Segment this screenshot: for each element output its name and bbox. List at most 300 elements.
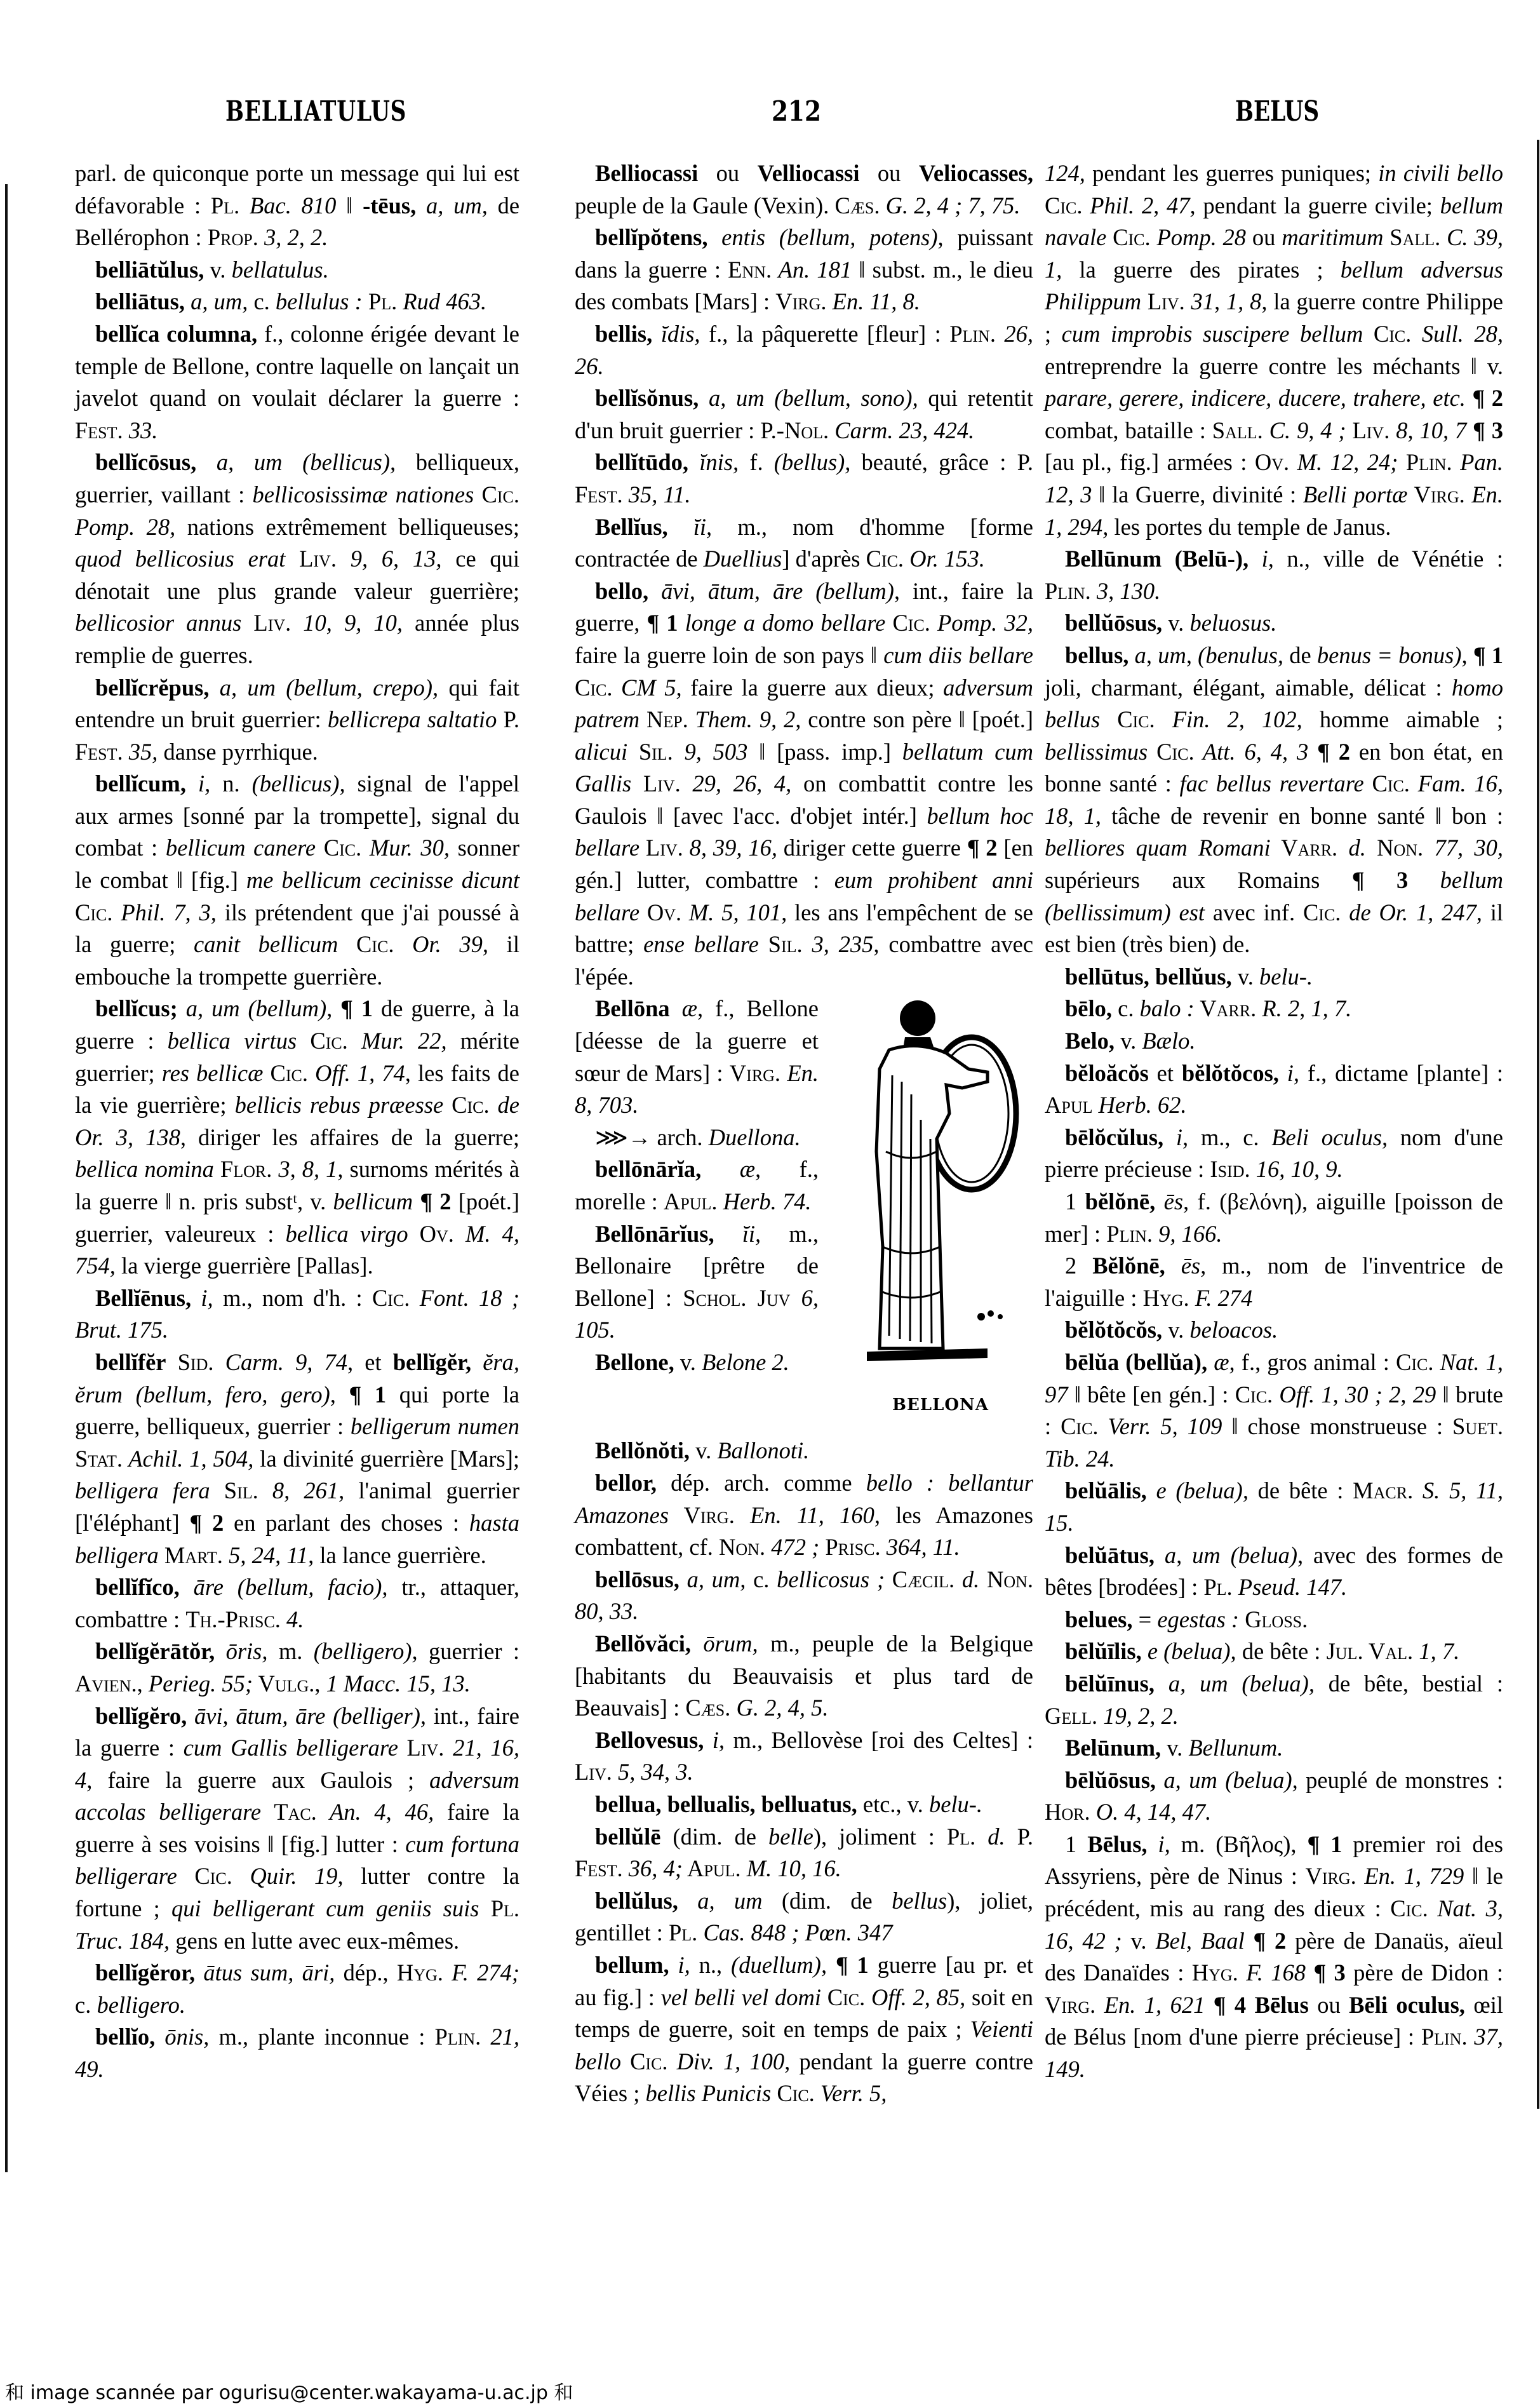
citation-author: Liv. — [1346, 417, 1390, 443]
citation-author: Pl. — [479, 1895, 519, 1922]
citation-author: Liv. — [639, 835, 683, 861]
figure-caption: BELLONA — [892, 1395, 989, 1415]
italic-text: bellum (bellissimum) est — [1045, 867, 1503, 925]
citation-author: Cic. — [1396, 1348, 1434, 1375]
dictionary-entry — [575, 158, 1033, 222]
citation-author: Liv. — [285, 546, 337, 572]
dictionary-entry — [1045, 1314, 1503, 1347]
italic-text: Pomp. 32, — [930, 610, 1034, 636]
italic-text: e (belua), — [1141, 1638, 1236, 1665]
italic-text: En. 11, 8. — [826, 288, 920, 315]
entry-text: ou — [698, 160, 758, 186]
citation-author: Jul. Val. — [1326, 1638, 1414, 1665]
headword: bellĭcus; — [95, 995, 178, 1022]
headword: Belo, — [1065, 1028, 1115, 1054]
headword: bēlo, — [1065, 995, 1113, 1022]
headword: bĕlŏtŏcŏs, — [1065, 1317, 1163, 1343]
headword: bellĭgĕrātŏr, — [95, 1638, 215, 1665]
italic-text: 124, — [1045, 160, 1085, 186]
citation-author: Gloss. — [1239, 1606, 1308, 1632]
entry-text: soit en temps de guerre, soit en temps de paix ; — [575, 1984, 1033, 2043]
headword: bellis, — [595, 320, 653, 347]
entry-text: supérieurs aux Romains — [1045, 867, 1352, 894]
entry-text: ‖ — [336, 192, 363, 218]
italic-text: Div. 1, 100, — [667, 2048, 791, 2074]
italic-text: bellus — [892, 1887, 947, 1914]
italic-text: En. 1, 729 — [1356, 1863, 1464, 1890]
entry-text: la guerre des pirates ; — [1062, 256, 1341, 283]
citation-author: Avien., — [75, 1670, 143, 1697]
dictionary-entry — [1045, 1764, 1503, 1829]
italic-text: parare, gerere, indicere, ducere, trahere, etc. — [1045, 385, 1466, 412]
dictionary-entry — [1045, 1347, 1503, 1475]
italic-text: M. 12, 24; — [1289, 449, 1398, 476]
italic-text: vel belli vel domi — [660, 1984, 821, 2010]
entry-text: ce qui dénotait une plus grande valeur guerrière; — [75, 546, 520, 604]
headword: bellŭlus, — [595, 1887, 678, 1914]
column-2-entries-after-figure — [575, 1435, 1033, 2109]
citation-author: Apul. — [682, 1855, 741, 1882]
headword: belliātus, — [95, 288, 185, 315]
entry-text: de Bellérophon : — [75, 192, 520, 251]
italic-text: bello : bellantur Amazones — [575, 1470, 1033, 1528]
entry-text: ¶ 2 — [189, 1509, 224, 1536]
dictionary-entry — [1045, 961, 1503, 993]
headword: bĕlŏnē, — [1085, 1188, 1156, 1214]
citation-author: Cic. — [443, 1092, 490, 1119]
entry-text: arch. — [657, 1124, 709, 1150]
headword: bellĭpŏtens, — [595, 224, 708, 251]
entry-text: diriger cette guerre — [777, 835, 967, 861]
dictionary-entry — [575, 1724, 1033, 1789]
headword: bellĭgĕro, — [95, 1702, 187, 1729]
dictionary-entry — [575, 575, 1033, 993]
citation-author: Cic. — [620, 2048, 668, 2074]
entry-text: les faits de la vie guerrière; — [75, 1059, 519, 1119]
entry-text: ‖ bête [en gén.] : — [1068, 1381, 1235, 1408]
entry-text: dép., — [335, 1959, 397, 1986]
entry-text — [239, 192, 250, 218]
italic-text: M. 10, 16. — [740, 1855, 841, 1882]
entry-text: signal de l'appel aux armes [sonné par la trompette], signal du combat : — [75, 770, 519, 861]
dictionary-entry — [575, 1467, 1033, 1564]
entry-text: combat, bataille : — [1045, 417, 1212, 443]
entry-text: v. — [1231, 963, 1259, 990]
dictionary-entry — [1045, 1058, 1503, 1122]
entry-text: année plus remplie de guerres. — [75, 610, 520, 668]
entry-text: ¶ 4 — [1205, 1991, 1255, 2018]
entry-text: [au pl., fig.] armées : — [1045, 449, 1255, 476]
italic-text: ĕra, ĕrum (bellum, fero, gero), — [75, 1348, 519, 1408]
italic-text: cum improbis suscipere bellum — [1061, 320, 1363, 347]
italic-text: An. 4, 46, — [316, 1799, 434, 1825]
dictionary-entry — [1045, 1186, 1503, 1250]
citation-author: Suet. — [1452, 1413, 1503, 1440]
entry-text: ¶ 1 — [827, 1951, 869, 1978]
italic-text: ēs, — [1165, 1253, 1207, 1279]
italic-text: 80, 33. — [575, 1598, 639, 1625]
headword: Bellŏnŏti, — [595, 1437, 690, 1464]
entry-text: contre son père ‖ [poét.] — [801, 706, 1034, 733]
italic-text: a, um (belua), — [1156, 1766, 1298, 1793]
italic-text: a, um (bellicus), — [196, 449, 396, 476]
italic-text: Duellona. — [708, 1124, 801, 1150]
dictionary-entry — [75, 1347, 519, 1571]
headword: bellĭcum, — [95, 770, 186, 797]
entry-text: ¶ 1 — [1307, 1831, 1342, 1857]
headword: Bellūnum (Belū-), — [1065, 546, 1249, 572]
italic-text: i, — [185, 770, 211, 797]
entry-text: ), joliment : — [813, 1823, 947, 1850]
headword: Velliocassi — [757, 160, 860, 186]
headword: bĕlŏtŏcos, — [1181, 1059, 1279, 1086]
entry-text: il est bien (très bien) de. — [1045, 899, 1503, 958]
italic-text: balo : — [1139, 995, 1195, 1022]
italic-text: Nat. 1, 97 — [1045, 1348, 1503, 1408]
dictionary-entry — [75, 286, 519, 318]
citation-author: Cic. — [1106, 224, 1151, 251]
entry-text: peuple de la Gaule (Vexin). — [575, 192, 835, 218]
entry-text: de — [1283, 642, 1317, 668]
entry-text: c. — [248, 288, 276, 315]
citation-author: Th.-Prisc. — [185, 1606, 281, 1632]
entry-text: etc., v. — [857, 1791, 929, 1817]
entry-text: v. — [1162, 1317, 1190, 1343]
italic-text: benus = bonus), — [1316, 642, 1468, 668]
italic-text: Belone 2. — [701, 1348, 789, 1375]
headword: bellĭcōsus, — [95, 449, 197, 476]
italic-text: cum diis bellare — [883, 642, 1033, 668]
italic-text: a, um (bellum, sono), — [699, 385, 918, 412]
citation-author: Plin. — [1106, 1220, 1153, 1247]
citation-author: Cic. — [372, 1284, 410, 1311]
italic-text: ĭi, — [667, 513, 713, 540]
italic-text: 29, 26, 4, — [680, 770, 792, 797]
dictionary-entry — [75, 254, 519, 286]
italic-text: 6, 105. — [575, 1284, 819, 1343]
bellona-engraving-icon — [841, 993, 1032, 1374]
italic-text: 5, 24, 11, — [222, 1542, 314, 1568]
citation-author: Apul. — [663, 1188, 718, 1214]
entry-text: ¶ 2 — [1244, 1927, 1287, 1954]
italic-text: 36, 4; — [622, 1855, 683, 1882]
entry-text: f., la pâquerette [fleur] : — [700, 320, 950, 347]
italic-text: bellicis rebus præesse — [234, 1092, 444, 1119]
headword: bĕloăcŏs — [1065, 1059, 1149, 1086]
entry-text: ⋙→ — [595, 1124, 657, 1150]
citation-author: Vulg., — [253, 1670, 321, 1697]
entry-text: (dim. de — [762, 1887, 892, 1914]
citation-author: Sil. — [210, 1477, 258, 1504]
italic-text: i, — [1163, 1124, 1189, 1150]
italic-text: belliores quam Romani — [1045, 835, 1271, 861]
citation-author: Plin. — [949, 320, 996, 347]
running-header — [0, 95, 1540, 133]
italic-text: belligera fera — [75, 1477, 210, 1504]
italic-text: belu-. — [1259, 963, 1313, 990]
italic-text: i, — [669, 1951, 690, 1978]
entry-text: ‖ chose monstrueuse : — [1222, 1413, 1453, 1440]
dictionary-entry — [1045, 640, 1503, 961]
entry-text: f., colonne érigée devant le temple de Bellone, contre laquelle on lançait un javelot quand on voulait déclarer la guerre : — [75, 320, 519, 412]
italic-text: En. 11, 160, — [734, 1502, 880, 1528]
italic-text: 8, 261, — [258, 1477, 345, 1504]
italic-text: Mur. 22, — [347, 1028, 447, 1054]
italic-text: 33. — [123, 417, 158, 443]
citation-author: Isid. — [1210, 1156, 1250, 1183]
entry-text: m. (Βῆλος), — [1170, 1831, 1308, 1857]
italic-text: hasta belligera — [75, 1509, 519, 1568]
entry-text: qui retentit d'un bruit guerrier : — [575, 385, 1034, 443]
dictionary-entry — [75, 1636, 519, 1700]
entry-text: avec inf. — [1205, 899, 1303, 925]
italic-text: 37, 149. — [1045, 2024, 1503, 2083]
dictionary-entry — [75, 1571, 519, 1636]
entry-text: surnoms mérités à la guerre ‖ n. pris substᵗ, v. — [75, 1156, 519, 1214]
italic-text: Pseud. 147. — [1232, 1574, 1348, 1601]
italic-text: Bellunum. — [1188, 1735, 1283, 1761]
citation-author: P.-Nol. — [760, 417, 829, 443]
italic-text: a, um (bellum, crepo), — [209, 674, 439, 701]
entry-text: [poét.] guerrier, valeureux : — [75, 1188, 519, 1247]
entry-text: tr., attaquer, combattre : — [75, 1574, 520, 1632]
citation-author: Apul — [1045, 1092, 1093, 1119]
italic-text: a, um, — [416, 192, 488, 218]
citation-author: Virg. — [1045, 1991, 1096, 2018]
entry-text: ] d'après — [782, 546, 866, 572]
entry-text: ¶ 3 — [1351, 867, 1409, 894]
entry-text: 1 — [1065, 1831, 1088, 1857]
italic-text: a, um (bellum), — [177, 995, 333, 1022]
entry-text: faire la guerre à ses voisins ‖ [fig.] lutter : — [75, 1799, 520, 1857]
entry-text: guerrier : — [417, 1638, 519, 1665]
entry-text: ils prétendent que j'ai poussé à la guerre; — [75, 899, 519, 958]
entry-text: m., nom d'homme [forme contractée de — [575, 513, 1033, 572]
italic-text: Bælo. — [1142, 1028, 1196, 1054]
citation-author: Tac. — [261, 1799, 317, 1825]
entry-text: qui fait entendre un bruit guerrier: — [75, 674, 520, 733]
citation-author: Cic. — [1148, 738, 1195, 765]
italic-text: Ballonoti. — [717, 1437, 810, 1464]
italic-text: bellica virtus — [167, 1028, 297, 1054]
italic-text: a, um (belua), — [1155, 1670, 1315, 1697]
dictionary-entry — [1045, 1732, 1503, 1764]
italic-text: 9, 166. — [1153, 1220, 1222, 1247]
entry-text: dép. arch. comme — [657, 1470, 866, 1496]
dictionary-entry — [575, 447, 1033, 511]
headword: bēlŭīlis, — [1065, 1638, 1142, 1665]
italic-text: M. 4, 754, — [75, 1220, 520, 1279]
citation-author: Cic. — [474, 481, 519, 507]
entry-text: belliqueux, guerrier, vaillant : — [75, 449, 519, 507]
italic-text: (bellus), — [773, 449, 851, 476]
headword: bellĭcrĕpus, — [95, 674, 210, 701]
citation-author: Pl. — [946, 1823, 976, 1850]
dictionary-entry — [575, 1789, 1033, 1821]
headword: bellŭlē — [595, 1823, 661, 1850]
italic-text: āre (bellum, facio), — [179, 1574, 388, 1601]
entry-text: ¶ 3 — [1466, 417, 1503, 443]
citation-author: Hyg. — [396, 1959, 443, 1986]
italic-text: i, — [704, 1726, 725, 1753]
italic-text: d. — [954, 1566, 980, 1592]
citation-author: Hor. — [1045, 1799, 1090, 1825]
entry-text: premier roi des Assyriens, père de Ninus : — [1045, 1831, 1503, 1890]
entry-text: f., dictame [plante] : — [1299, 1059, 1504, 1086]
italic-text: Nat. 3, 16, 42 ; — [1045, 1895, 1503, 1954]
entry-text: v. — [674, 1348, 702, 1375]
column-2 — [575, 158, 1033, 2110]
entry-text: ‖ brute : — [1045, 1381, 1503, 1440]
citation-author: Ov. — [639, 899, 682, 925]
italic-text: Font. 18 ; Brut. 175. — [75, 1284, 519, 1343]
citation-author: Non. — [1365, 835, 1424, 861]
italic-text: 4. — [280, 1606, 304, 1632]
italic-text: a, um (belua), — [1154, 1542, 1304, 1568]
entry-text: entreprendre la guerre contre les méchants ‖ v. — [1045, 353, 1503, 379]
italic-text: a, um — [678, 1887, 763, 1914]
headword: Bĕlŏnē, — [1092, 1253, 1165, 1279]
entry-text: ‖ [pass. imp.] — [747, 738, 902, 765]
headword: bellĭfĕr — [95, 1348, 166, 1375]
italic-text: quod bellicosius erat — [75, 546, 286, 572]
italic-text: cum Gallis belligerare — [183, 1735, 398, 1761]
dictionary-entry — [575, 1885, 1033, 1949]
dictionary-entry — [1045, 158, 1503, 543]
entry-text: les ans l'empêchent de se battre; — [575, 899, 1034, 958]
italic-text: Achil. 1, 504, — [123, 1445, 254, 1472]
italic-text: i, — [1147, 1831, 1170, 1857]
entry-text: v. — [204, 256, 232, 283]
italic-text: bellulus : — [275, 288, 363, 315]
entry-text: ‖ subst. m., le dieu des combats [Mars] : — [575, 256, 1033, 315]
italic-text: S. 5, 11, 15. — [1045, 1477, 1503, 1536]
italic-text: eum prohibent anni bellare — [575, 867, 1033, 925]
citation-author: P. Fest. — [575, 449, 1033, 507]
dictionary-entry — [75, 158, 519, 254]
entry-text: puissant dans la guerre : — [575, 224, 1033, 283]
italic-text: 35, 11. — [622, 481, 691, 507]
italic-text: 5, 34, 3. — [612, 1759, 693, 1785]
headword: belliātŭlus, — [95, 256, 204, 283]
italic-text: (belligero), — [313, 1638, 418, 1665]
italic-text: Verr. 5, 109 — [1098, 1413, 1222, 1440]
citation-author: Enn. — [728, 256, 772, 283]
italic-text: Pomp. 28 — [1150, 224, 1247, 251]
entry-text: qui porte la guerre, belliqueux, guerrier : — [75, 1381, 519, 1440]
italic-text: G. 2, 4 ; 7, 75. — [880, 192, 1021, 218]
citation-author: Fest. — [75, 417, 123, 443]
italic-text: (duellum), — [731, 1951, 827, 1978]
italic-text: bellatulus. — [231, 256, 329, 283]
entry-text: gens en lutte avec eux-mêmes. — [170, 1927, 460, 1954]
citation-author: Pl. — [669, 1919, 698, 1946]
citation-author: Schol. Juv — [683, 1284, 791, 1311]
entry-text: [en gén.] lutter, combattre : — [575, 835, 1034, 894]
entry-text: faire la guerre aux dieux; — [681, 674, 944, 701]
entry-text: peuplé de monstres : — [1297, 1766, 1503, 1793]
italic-text: 3, 2, 2. — [258, 224, 328, 251]
citation-author: Plin. — [434, 2024, 481, 2050]
italic-text: Truc. 184, — [75, 1927, 170, 1954]
italic-text: Veienti bello — [575, 2016, 1033, 2074]
italic-text: En. 1, 294, — [1045, 481, 1504, 540]
citation-author: Cic. — [316, 835, 362, 861]
entry-text: en parlant des choses : — [224, 1509, 469, 1536]
citation-author: Virg. — [669, 1502, 735, 1528]
dictionary-entry — [75, 768, 519, 993]
citation-author: P. Fest. — [75, 706, 519, 765]
citation-author: Cæs. — [834, 192, 880, 218]
dictionary-entry — [575, 382, 1033, 447]
italic-text: res bellicæ — [161, 1059, 264, 1086]
italic-text: homo bellus — [1045, 674, 1503, 733]
italic-text: Duellius — [703, 546, 782, 572]
italic-text: æ, — [669, 995, 704, 1022]
headword: bellĭo, — [95, 2024, 156, 2050]
italic-text: ĭdis, — [652, 320, 700, 347]
entry-text: nom d'une pierre précieuse : — [1045, 1124, 1503, 1183]
citation-author: Liv. — [575, 1759, 612, 1785]
italic-text: R. 2, 1, 7. — [1256, 995, 1352, 1022]
entry-text: la lance guerrière. — [314, 1542, 486, 1568]
headword: bellor, — [595, 1470, 657, 1496]
italic-text: ense bellare — [643, 931, 759, 958]
entry-text: la guerre contre Philippe ; — [1045, 288, 1504, 347]
citation-author: Flor. — [213, 1156, 272, 1183]
italic-text: Pan. 12, 3 — [1045, 449, 1503, 507]
citation-author: Cic. — [263, 1059, 308, 1086]
citation-author: Virg. — [775, 288, 827, 315]
column-1 — [75, 158, 519, 2086]
italic-text: bellicum — [333, 1188, 413, 1214]
citation-author: Liv. — [398, 1735, 445, 1761]
entry-text: et — [353, 1348, 393, 1375]
italic-text: 8, 10, 7 — [1389, 417, 1467, 443]
italic-text: æ, — [1207, 1348, 1235, 1375]
entry-text: f., gros animal : — [1235, 1348, 1396, 1375]
italic-text: Belli portæ — [1302, 481, 1408, 507]
italic-text: Rud 463. — [403, 288, 487, 315]
italic-text: belu-. — [928, 1791, 983, 1817]
italic-text: Bel, Baal — [1155, 1927, 1245, 1954]
italic-text: d. — [975, 1823, 1005, 1850]
citation-author: Pl. — [1203, 1574, 1233, 1601]
italic-text: 9, 6, 13, — [336, 546, 442, 572]
italic-text: 472 ; — [765, 1534, 820, 1561]
entry-text: les Amazones combattent, cf. — [575, 1502, 1033, 1561]
citation-author: Cic. — [1235, 1381, 1273, 1408]
italic-text: longe a domo bellare — [678, 610, 886, 636]
italic-text: bellum adversus Philippum — [1045, 256, 1503, 315]
entry-text: ¶ 2 — [967, 835, 998, 861]
dictionary-entry — [1045, 1540, 1503, 1604]
italic-text: F. 274; — [443, 1959, 520, 1986]
entry-text: ), joliet, gentillet : — [575, 1887, 1034, 1946]
italic-text: Or. 153. — [904, 546, 985, 572]
italic-text: qui belligerant cum geniis suis — [171, 1895, 479, 1922]
entry-text: il embouche la trompette guerrière. — [75, 931, 519, 990]
citation-author: Cic. — [575, 674, 613, 701]
citation-author: Pl. — [362, 288, 403, 315]
entry-text: (dim. de — [660, 1823, 768, 1850]
italic-text: 364, 11. — [880, 1534, 960, 1561]
entry-text: m., Bellonaire [prêtre de Bellone] : — [575, 1220, 819, 1311]
italic-text: 35, — [123, 738, 158, 765]
entry-text: œil de Bélus [nom d'une pierre précieuse] : — [1045, 1991, 1504, 2050]
headword: bellum, — [595, 1951, 669, 1978]
italic-text: 77, 30, — [1423, 835, 1504, 861]
